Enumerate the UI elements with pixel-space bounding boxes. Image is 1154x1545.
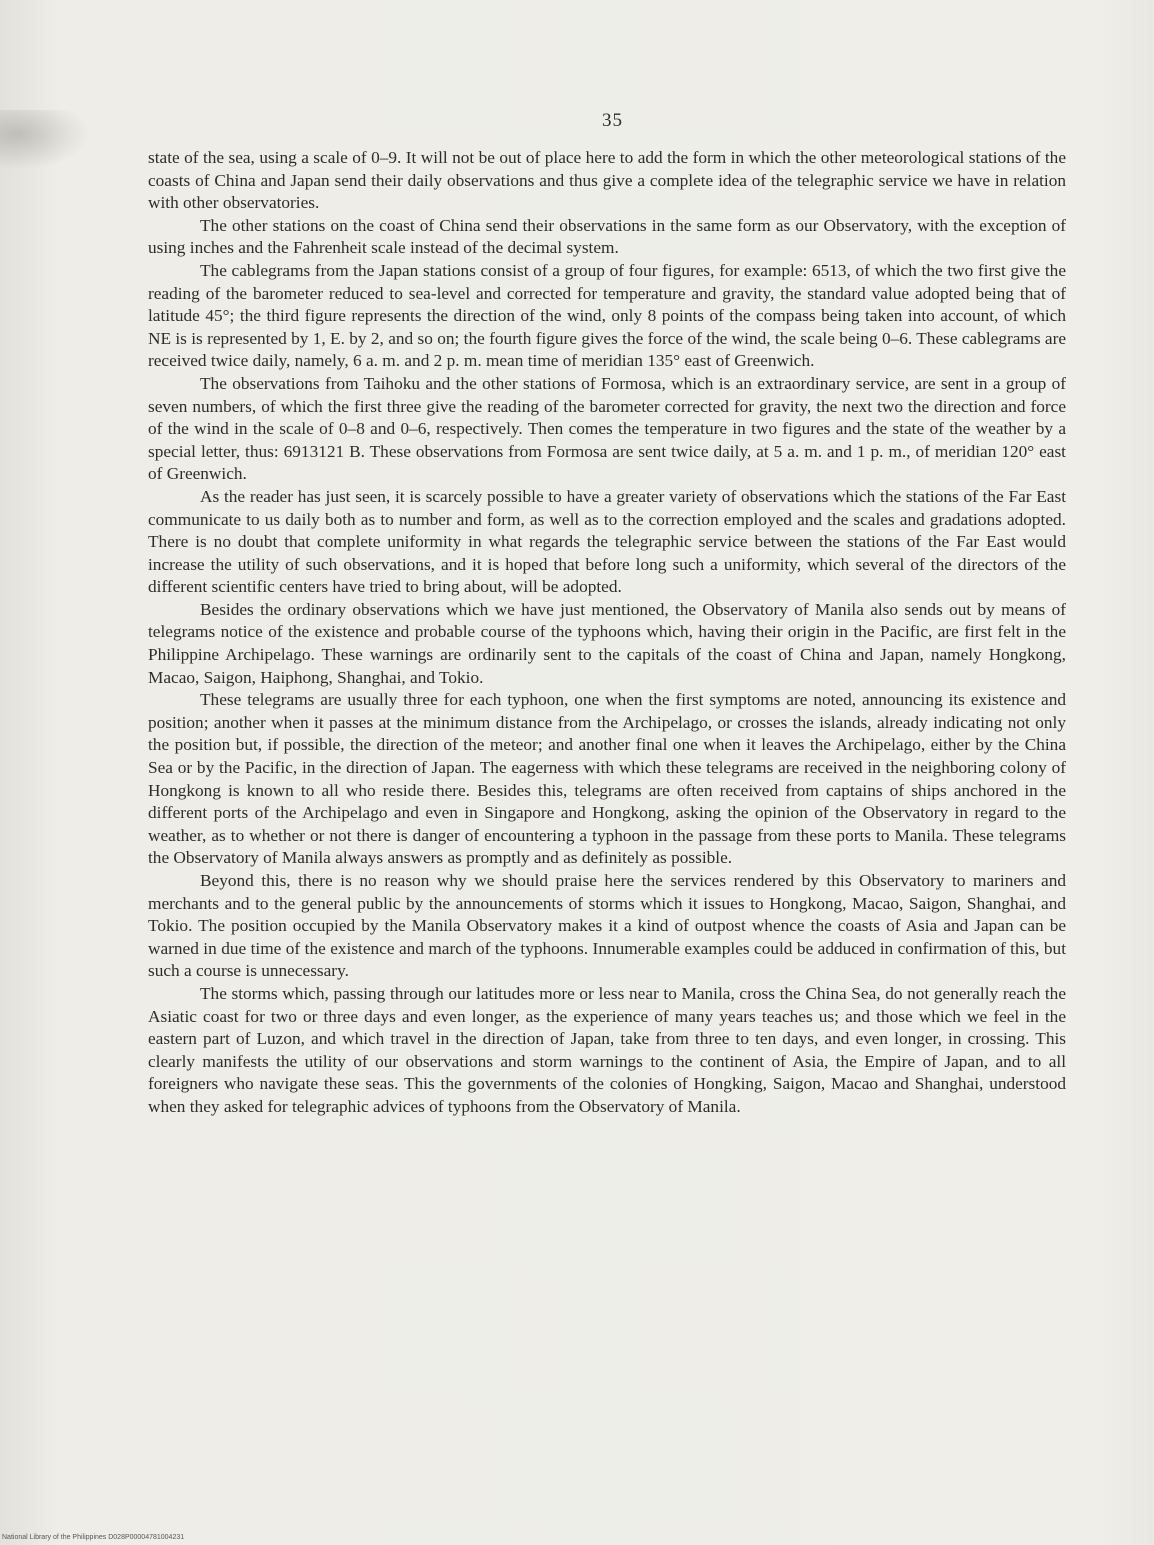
paragraph: The storms which, passing through our latitudes more or less near to Manila, cross the China Sea, do not generally reach the Asiatic coast for two or three days and even longer, as the experience of many years teaches us; and those which we feel in the eastern part of Luzon, and which travel in the direction of Japan, take from three to ten days, and even longer, in crossing. This clearly manifests the utility of our observations and storm warnings to the continent of Asia, the Empire of Japan, and to all foreigners who navigate these seas. This the governments of the colonies of Hongking, Saigon, Macao and Shanghai, understood when they asked for telegraphic advices of typhoons from the Observatory of Manila.	[148, 983, 1066, 1116]
paragraph: As the reader has just seen, it is scarcely possible to have a greater variety of observations which the stations of the Far East communicate to us daily both as to number and form, as well as to the correction employed and the scales and gradations adopted. There is no doubt that complete uniformity in what regards the telegraphic service between the stations of the Far East would increase the utility of such observations, and it is hoped that before long such a uniformity, which several of the directors of the different scientific centers have tried to bring about, will be adopted.	[148, 486, 1066, 597]
paragraph: Besides the ordinary observations which we have just mentioned, the Observatory of Manila also sends out by means of telegrams notice of the existence and probable course of the typhoons which, having their origin in the Pacific, are first felt in the Philippine Archipelago. These warnings are ordinarily sent to the capitals of the coast of China and Japan, namely Hongkong, Macao, Saigon, Haiphong, Shanghai, and Tokio.	[148, 599, 1066, 687]
paragraph: Beyond this, there is no reason why we should praise here the services rendered by this Observatory to mariners and merchants and to the general public by the announcements of storms which it issues to Hongkong, Macao, Saigon, Shanghai, and Tokio. The position occupied by the Manila Observatory makes it a kind of outpost whence the coasts of Asia and Japan can be warned in due time of the existence and march of the typhoons. Innumerable examples could be adduced in confirmation of this, but such a course is unnecessary.	[148, 871, 1066, 981]
paragraph: The cablegrams from the Japan stations consist of a group of four figures, for example: 6513, of which the two first give the reading of the barometer reduced to sea-level and corrected for temperature and gravity, the standard value adopted being that of latitude 45°; the third figure represents the direction of the wind, only 8 points of the compass being taken into account, of which NE is is represented by 1, E. by 2, and so on; the fourth figure gives the force of the wind, the scale being 0–6. These cablegrams are received twice daily, namely, 6 a. m. and 2 p. m. mean time of meridian 135° east of Greenwich.	[148, 260, 1066, 371]
paragraph: state of the sea, using a scale of 0–9. It will not be out of place here to add the form in which the other meteorological stations of the coasts of China and Japan send their daily observations and thus give a complete idea of the telegraphic service we have in relation with other observatories.	[148, 148, 1066, 213]
paragraph: The observations from Taihoku and the other stations of Formosa, which is an extraordinary service, are sent in a group of seven numbers, of which the first three give the reading of the barometer corrected for gravity, the next two the direction and force of the wind in the scale of 0–8 and 0–6, respectively. Then comes the temperature in two figures and the state of the weather by a special letter, thus: 6913121 B. These observations from Formosa are sent twice daily, at 5 a. m. and 1 p. m., of meridian 120° east of Greenwich.	[148, 373, 1066, 484]
library-footer-stamp: National Library of the Philippines D028P00004781004231	[2, 1534, 185, 1541]
paragraph: The other stations on the coast of China send their observations in the same form as our Observatory, with the exception of using inches and the Fahrenheit scale instead of the decimal system.	[148, 215, 1066, 258]
page-number: 35	[602, 110, 623, 131]
paragraph: These telegrams are usually three for each typhoon, one when the first symptoms are noted, announcing its existence and position; another when it passes at the minimum distance from the Archipelago, or crosses the islands, already indicating not only the position but, if possible, the direction of the meteor; and another final one when it leaves the Archipelago, either by the China Sea or by the Pacific, in the direction of Japan. The eagerness with which these telegrams are received in the neighboring colony of Hongkong is known to all who reside there. Besides this, telegrams are often received from captains of ships anchored in the different ports of the Archipelago and even in Singapore and Hongkong, asking the opinion of the Observatory in regard to the weather, as to whether or not there is danger of encountering a typhoon in the passage from these ports to Manila. These telegrams the Observatory of Manila always answers as promptly and as definitely as possible.	[148, 690, 1066, 868]
document-body	[148, 147, 1066, 1119]
